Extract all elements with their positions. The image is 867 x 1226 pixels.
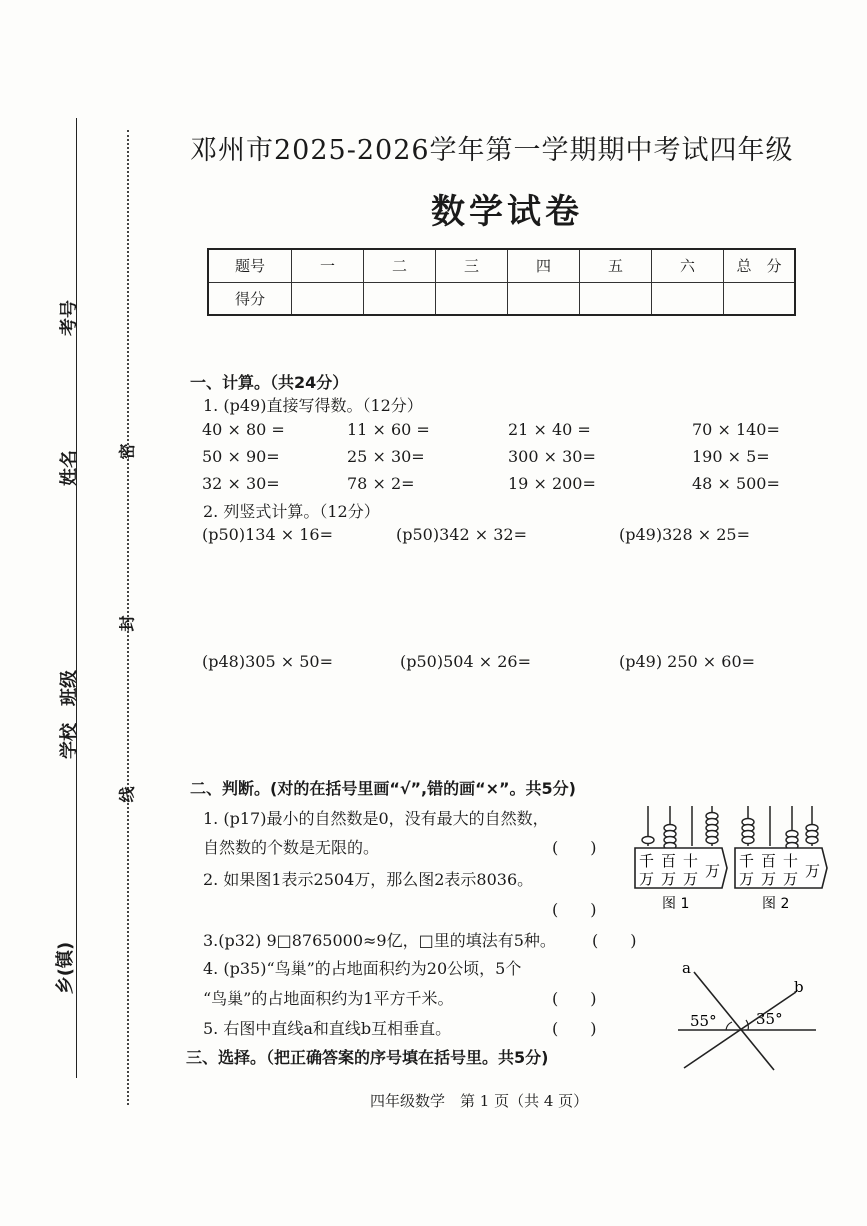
answer-paren[interactable]: ( ) (592, 931, 637, 950)
score-cell: 二 (364, 249, 436, 282)
score-table-header-row (208, 249, 795, 282)
calc-item: 21 × 40 = (508, 420, 591, 439)
score-cell: 总 分 (724, 249, 796, 282)
exam-subtitle: 数学试卷 (431, 192, 583, 232)
svg-text:图 2: 图 2 (762, 896, 790, 912)
svg-text:万: 万 (683, 870, 699, 888)
calc-item: 19 × 200= (508, 474, 596, 493)
calc-item: 70 × 140= (692, 420, 780, 439)
svg-text:35°: 35° (756, 1010, 783, 1028)
svg-text:万: 万 (805, 862, 821, 880)
calc-item: 78 × 2= (347, 474, 415, 493)
vertical-calc-item: (p50)504 × 26= (400, 652, 531, 671)
vertical-calc-item: (p49) 250 × 60= (619, 652, 756, 671)
score-input-cell[interactable] (436, 282, 508, 315)
section1-q2-title: 2. 列竖式计算。（12分） (203, 502, 380, 521)
svg-text:b: b (794, 978, 804, 996)
abacus-figure-2 (730, 800, 830, 912)
section1-q1-title: 1. (p49)直接写得数。（12分） (203, 396, 423, 415)
score-cell: 一 (292, 249, 364, 282)
calc-item: 11 × 60 = (347, 420, 430, 439)
answer-paren[interactable]: ( ) (552, 900, 597, 919)
svg-text:千: 千 (639, 852, 655, 870)
calc-item: 190 × 5= (692, 447, 770, 466)
calc-item: 48 × 500= (692, 474, 780, 493)
score-cell: 五 (580, 249, 652, 282)
calc-item: 32 × 30= (202, 474, 280, 493)
svg-text:百: 百 (761, 852, 777, 870)
seal-mi: 密 (117, 443, 137, 460)
binding-line-left (76, 118, 77, 1078)
svg-text:万: 万 (783, 870, 799, 888)
calc-item: 300 × 30= (508, 447, 596, 466)
vertical-calc-item: (p49)328 × 25= (619, 525, 750, 544)
calc-item: 25 × 30= (347, 447, 425, 466)
svg-text:十: 十 (683, 852, 699, 870)
class-label: 班级 (59, 670, 80, 706)
judge-q4-line1: 4. (p35)“鸟巢”的占地面积约为20公顷，5个 (203, 959, 522, 978)
exam-title: 邓州市2025-2026学年第一学期期中考试四年级 (190, 135, 794, 166)
svg-text:千: 千 (739, 852, 755, 870)
seal-xian: 线 (117, 786, 137, 803)
vertical-calc-item: (p48)305 × 50= (202, 652, 333, 671)
svg-text:万: 万 (661, 870, 677, 888)
score-input-cell[interactable] (580, 282, 652, 315)
svg-text:万: 万 (761, 870, 777, 888)
score-input-cell[interactable] (652, 282, 724, 315)
score-input-cell[interactable] (292, 282, 364, 315)
score-input-cell[interactable] (724, 282, 796, 315)
section2-heading: 二、判断。(对的在括号里画“√”,错的画“×”。共5分) (190, 779, 576, 798)
section3-heading: 三、选择。（把正确答案的序号填在括号里。共5分) (186, 1048, 549, 1067)
judge-q4-line2: “鸟巢”的占地面积约为1平方千米。 (203, 989, 454, 1008)
school-label: 学校 (59, 723, 80, 759)
exam-number-label: 考号 (59, 300, 80, 336)
section1-heading: 一、计算。（共24分） (190, 373, 349, 392)
township-label: 乡(镇) (55, 941, 77, 995)
vertical-calc-item: (p50)342 × 32= (396, 525, 527, 544)
answer-paren[interactable]: ( ) (552, 989, 597, 1008)
score-table-score-row (208, 282, 795, 315)
answer-paren[interactable]: ( ) (552, 838, 597, 857)
svg-text:图 1: 图 1 (662, 896, 690, 912)
score-input-cell[interactable] (364, 282, 436, 315)
score-input-cell[interactable] (508, 282, 580, 315)
score-cell: 四 (508, 249, 580, 282)
intersecting-lines-figure (668, 958, 820, 1076)
name-label: 姓名 (59, 450, 80, 486)
svg-text:万: 万 (739, 870, 755, 888)
calc-item: 40 × 80 = (202, 420, 285, 439)
svg-text:十: 十 (783, 852, 799, 870)
score-cell: 题号 (208, 249, 292, 282)
judge-q1-line1: 1. (p17)最小的自然数是0，没有最大的自然数， (203, 809, 549, 828)
calc-item: 50 × 90= (202, 447, 280, 466)
svg-text:百: 百 (661, 852, 677, 870)
vertical-calc-item: (p50)134 × 16= (202, 525, 333, 544)
judge-q2: 2. 如果图1表示2504万，那么图2表示8036。 (203, 870, 534, 889)
score-cell: 三 (436, 249, 508, 282)
score-table (207, 248, 796, 316)
svg-text:a: a (682, 959, 691, 977)
answer-paren[interactable]: ( ) (552, 1019, 597, 1038)
svg-text:55°: 55° (690, 1012, 717, 1030)
judge-q3: 3.(p32) 9□8765000≈9亿，□里的填法有5种。 (203, 931, 556, 950)
judge-q1-line2: 自然数的个数是无限的。 (203, 838, 380, 857)
svg-text:万: 万 (705, 862, 721, 880)
score-cell: 六 (652, 249, 724, 282)
judge-q5: 5. 右图中直线a和直线b互相垂直。 (203, 1019, 452, 1038)
svg-text:万: 万 (639, 870, 655, 888)
score-row-label: 得分 (208, 282, 292, 315)
seal-feng: 封 (117, 615, 137, 632)
abacus-figure-1 (630, 800, 730, 912)
page-footer: 四年级数学 第 1 页（共 4 页） (370, 1092, 589, 1110)
